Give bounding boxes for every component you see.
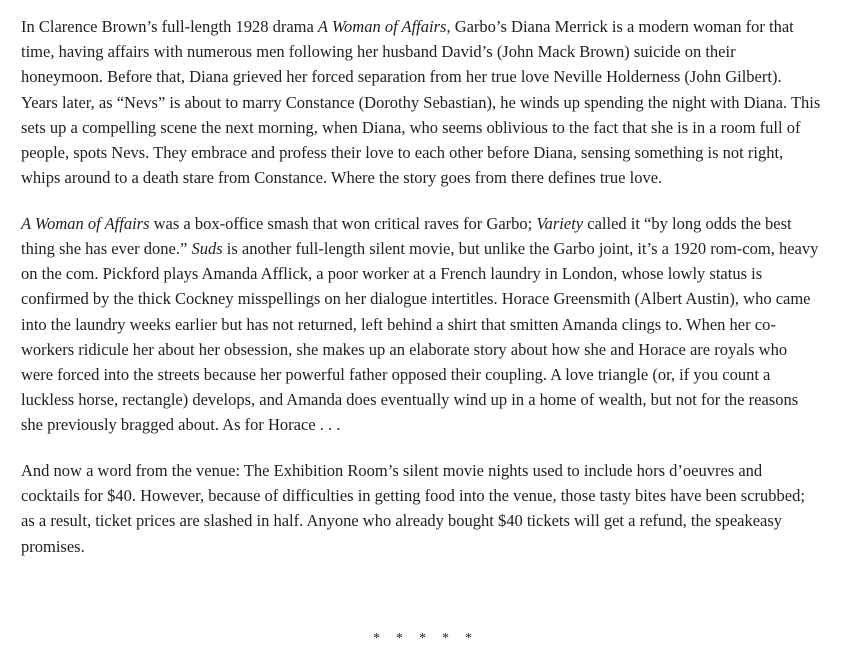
paragraph-3-text-1: And now a word from the venue: The Exhibition Room’s silent movie nights used to include hors d’oeuvres and cocktails for $40. However, because of difficulties in getting food into the venue, those tasty bites have been scrubbed; as a result, ticket prices are slashed in half. Anyone who already bought $40 tickets will get a refund, the speakeasy promises. (21, 461, 805, 556)
paragraph-1 (21, 14, 821, 190)
article-body (21, 14, 821, 579)
paragraph-2-text-2: called it “by long odds the best thing she has ever done.” (21, 213, 792, 259)
paragraph-2-text-1: was a box-office smash that won critical raves for Garbo; (149, 213, 537, 233)
paragraph-1-text-1: In Clarence Brown’s full-length 1928 drama (21, 17, 318, 36)
separator-asterisk: * (396, 631, 403, 646)
section-separator (0, 631, 845, 647)
separator-asterisk: * (442, 631, 449, 646)
paragraph-1-text-2: , Garbo’s Diana Merrick is a modern woman for that time, having affairs with numerous men following her husband David’s (John Mack Brown) suicide on their honeymoon. Before that, Diana grieved her forced separation from her true love Neville Holderness (John Gilbert). Years later, as “Nevs” is about to marry Constance (Dorothy Sebastian), he winds up spending the night with Diana. This sets up a compelling scene the next morning, when Diana, who seems oblivious to the fact that she is in a room full of people, spots Nevs. They embrace and profess their love to each other before Diana, sensing something is not right, whips around to a death stare from Constance. Where the story goes from there defines true love. (21, 17, 821, 188)
publication-title-variety: Variety (536, 213, 584, 233)
film-title-suds: Suds (191, 239, 223, 259)
separator-asterisk: * (465, 631, 472, 646)
film-title-a-woman-of-affairs: A Woman of Affairs (317, 17, 447, 36)
separator-asterisk: * (419, 631, 426, 646)
paragraph-3 (21, 458, 821, 559)
paragraph-2 (21, 211, 821, 438)
film-title-a-woman-of-affairs: A Woman of Affairs (21, 213, 150, 233)
paragraph-2-text-3: is another full-length silent movie, but unlike the Garbo joint, it’s a 1920 rom-com, heavy on the com. Pickford plays Amanda Afflick, a poor worker at a French laundry in London, whose lowly status is confirmed by the thick Cockney misspellings on her dialogue intertitles. Horace Greensmith (Albert Austin), who came into the laundry weeks earlier but has not returned, left behind a shirt that smitten Amanda clings to. When her co-workers ridicule her about her obsession, she makes up an elaborate story about how she and Horace are royals who were forced into the streets because her powerful father opposed their coupling. A love triangle (or, if you count a luckless horse, rectangle) develops, and Amanda does eventually wind up in a home of wealth, but not for the reasons she previously bragged about. As for Horace . . . (21, 239, 819, 435)
separator-asterisk: * (373, 631, 380, 646)
